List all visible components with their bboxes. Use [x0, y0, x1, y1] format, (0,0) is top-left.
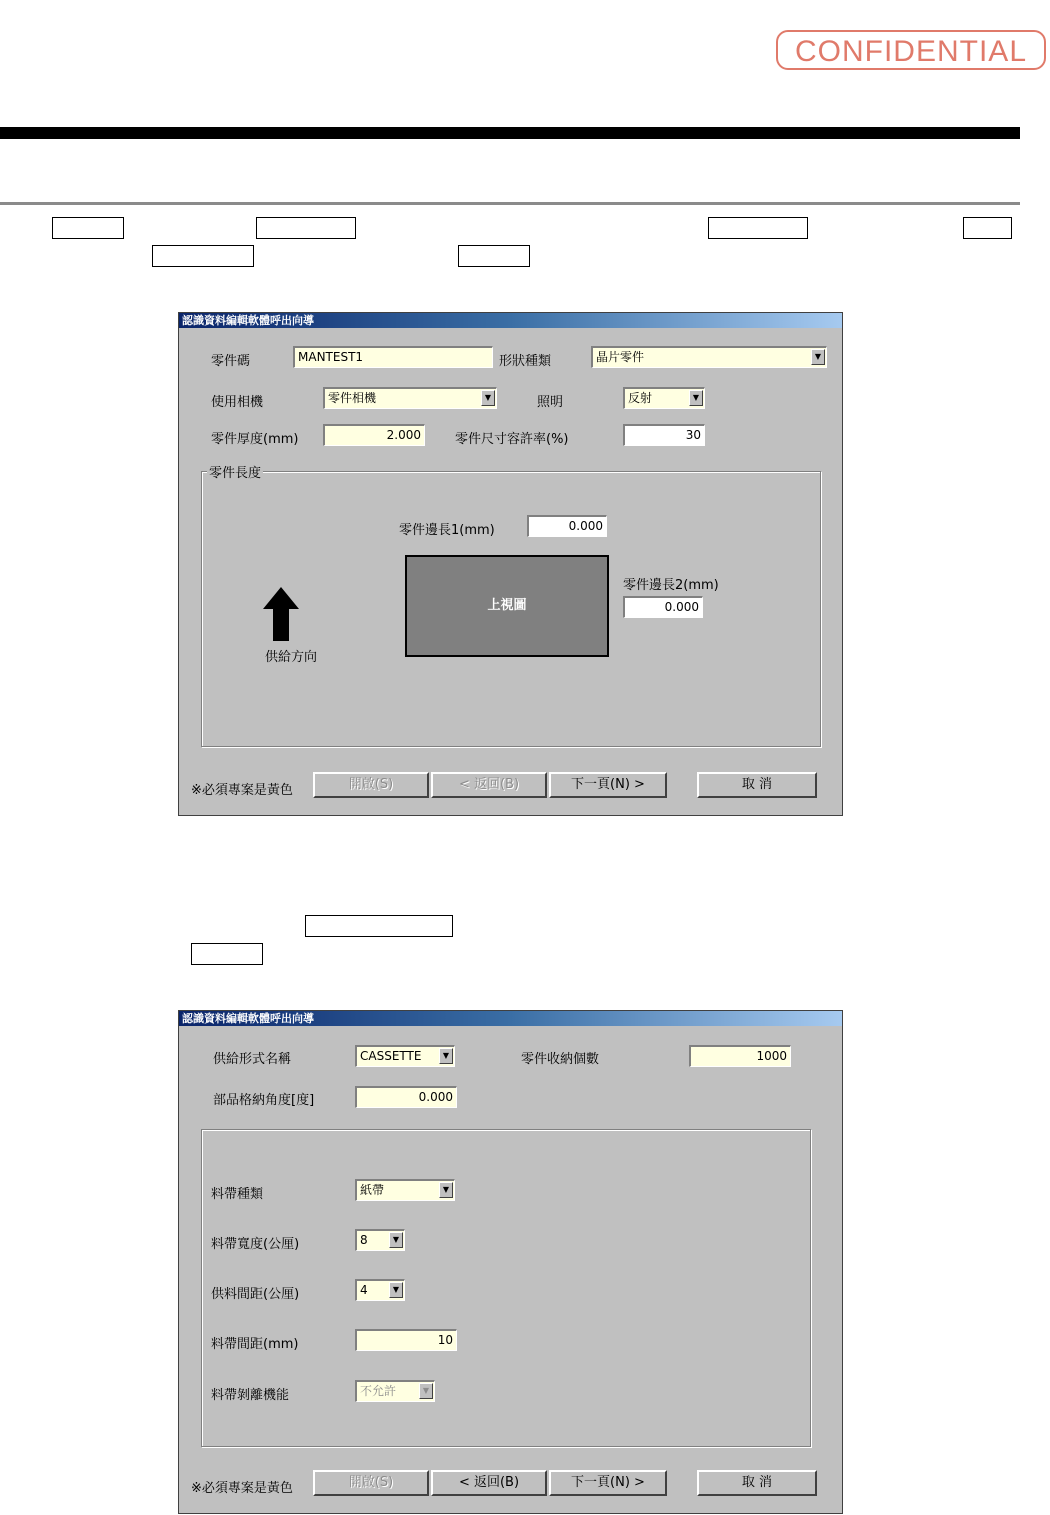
- camera-value: 零件相機: [328, 391, 377, 405]
- storage-count-label: 零件收納個數: [521, 1052, 600, 1067]
- tolerance-input[interactable]: 30: [623, 424, 705, 446]
- lighting-select[interactable]: [623, 387, 705, 409]
- tape-width-label: 料帶寬度(公厘): [211, 1237, 300, 1252]
- top-view-diagram: [405, 555, 609, 657]
- storage-angle-label: 部品格納角度[度]: [213, 1093, 315, 1108]
- storage-count-input[interactable]: 1000: [689, 1045, 791, 1067]
- cancel-button[interactable]: 取 消: [697, 1470, 817, 1496]
- tape-width-select[interactable]: [355, 1229, 405, 1251]
- thickness-label: 零件厚度(mm): [211, 432, 299, 447]
- part-code-label: 零件碼: [211, 354, 251, 369]
- header-thin-rule: [0, 202, 1020, 205]
- open-button[interactable]: 開啟(S): [313, 1470, 429, 1496]
- header-thick-rule: [0, 127, 1020, 139]
- next-button[interactable]: 下一頁(N) >: [549, 1470, 667, 1496]
- tape-pitch-label: 料帶間距(mm): [211, 1337, 299, 1352]
- feed-pitch-value: 4: [360, 1283, 368, 1297]
- next-button[interactable]: 下一頁(N) >: [549, 772, 667, 798]
- reference-box: [305, 915, 453, 937]
- back-button[interactable]: < 返回(B): [431, 772, 547, 798]
- thickness-input[interactable]: 2.000: [323, 424, 425, 446]
- supply-form-value: CASSETTE: [360, 1049, 422, 1063]
- shape-type-label: 形狀種類: [499, 354, 552, 369]
- required-note: ※必須專案是黃色: [191, 783, 293, 798]
- confidential-stamp: CONFIDENTIAL: [776, 30, 1046, 70]
- tape-pitch-input[interactable]: 10: [355, 1329, 457, 1351]
- feed-pitch-select[interactable]: [355, 1279, 405, 1301]
- dropdown-arrow-icon[interactable]: ▼: [389, 1282, 403, 1298]
- camera-select[interactable]: [323, 387, 497, 409]
- dropdown-arrow-icon[interactable]: ▼: [439, 1182, 453, 1198]
- dropdown-arrow-icon[interactable]: ▼: [811, 349, 825, 365]
- side1-label: 零件邊長1(mm): [399, 523, 495, 538]
- feed-direction-label: 供給方向: [265, 650, 318, 665]
- open-button[interactable]: 開啟(S): [313, 772, 429, 798]
- tape-type-label: 料帶種類: [211, 1187, 264, 1202]
- part-code-input[interactable]: MANTEST1: [293, 346, 493, 368]
- peel-function-label: 料帶剝離機能: [211, 1388, 290, 1403]
- feed-direction-arrow-icon: [263, 587, 299, 641]
- dropdown-arrow-icon[interactable]: ▼: [419, 1383, 433, 1399]
- storage-angle-input[interactable]: 0.000: [355, 1086, 457, 1108]
- side1-input[interactable]: 0.000: [527, 515, 607, 537]
- dialog-titlebar: 認識資料編輯軟體呼出向導: [179, 1011, 842, 1026]
- tape-type-value: 紙帶: [360, 1183, 385, 1197]
- dialog-titlebar: 認識資料編輯軟體呼出向導: [179, 313, 842, 328]
- part-length-group-title: 零件長度: [207, 462, 263, 481]
- supply-form-label: 供給形式名稱: [213, 1052, 292, 1067]
- shape-type-value: 晶片零件: [596, 350, 645, 364]
- dropdown-arrow-icon[interactable]: ▼: [481, 390, 495, 406]
- tape-type-select[interactable]: [355, 1179, 455, 1201]
- reference-box: [191, 943, 263, 965]
- top-view-label: 上視圖: [487, 598, 527, 613]
- dropdown-arrow-icon[interactable]: ▼: [689, 390, 703, 406]
- supply-form-select[interactable]: [355, 1045, 455, 1067]
- dropdown-arrow-icon[interactable]: ▼: [439, 1048, 453, 1064]
- peel-function-value: 不允許: [360, 1384, 397, 1398]
- cancel-button[interactable]: 取 消: [697, 772, 817, 798]
- lighting-label: 照明: [537, 395, 564, 410]
- tolerance-label: 零件尺寸容許率(%): [455, 432, 569, 447]
- reference-box: [152, 245, 254, 267]
- reference-box: [52, 217, 124, 239]
- feed-pitch-label: 供料間距(公厘): [211, 1287, 300, 1302]
- peel-function-select[interactable]: [355, 1380, 435, 1402]
- reference-box: [963, 217, 1012, 239]
- dropdown-arrow-icon[interactable]: ▼: [389, 1232, 403, 1248]
- side2-label: 零件邊長2(mm): [623, 578, 719, 593]
- reference-box: [708, 217, 808, 239]
- back-button[interactable]: < 返回(B): [431, 1470, 547, 1496]
- side2-input[interactable]: 0.000: [623, 596, 703, 618]
- wizard-dialog-supply-info: [178, 1010, 843, 1514]
- camera-label: 使用相機: [211, 395, 264, 410]
- required-note: ※必須專案是黃色: [191, 1481, 293, 1496]
- reference-box: [256, 217, 356, 239]
- tape-width-value: 8: [360, 1233, 368, 1247]
- shape-type-select[interactable]: [591, 346, 827, 368]
- lighting-value: 反射: [628, 391, 653, 405]
- wizard-dialog-part-info: [178, 312, 843, 816]
- reference-box: [458, 245, 530, 267]
